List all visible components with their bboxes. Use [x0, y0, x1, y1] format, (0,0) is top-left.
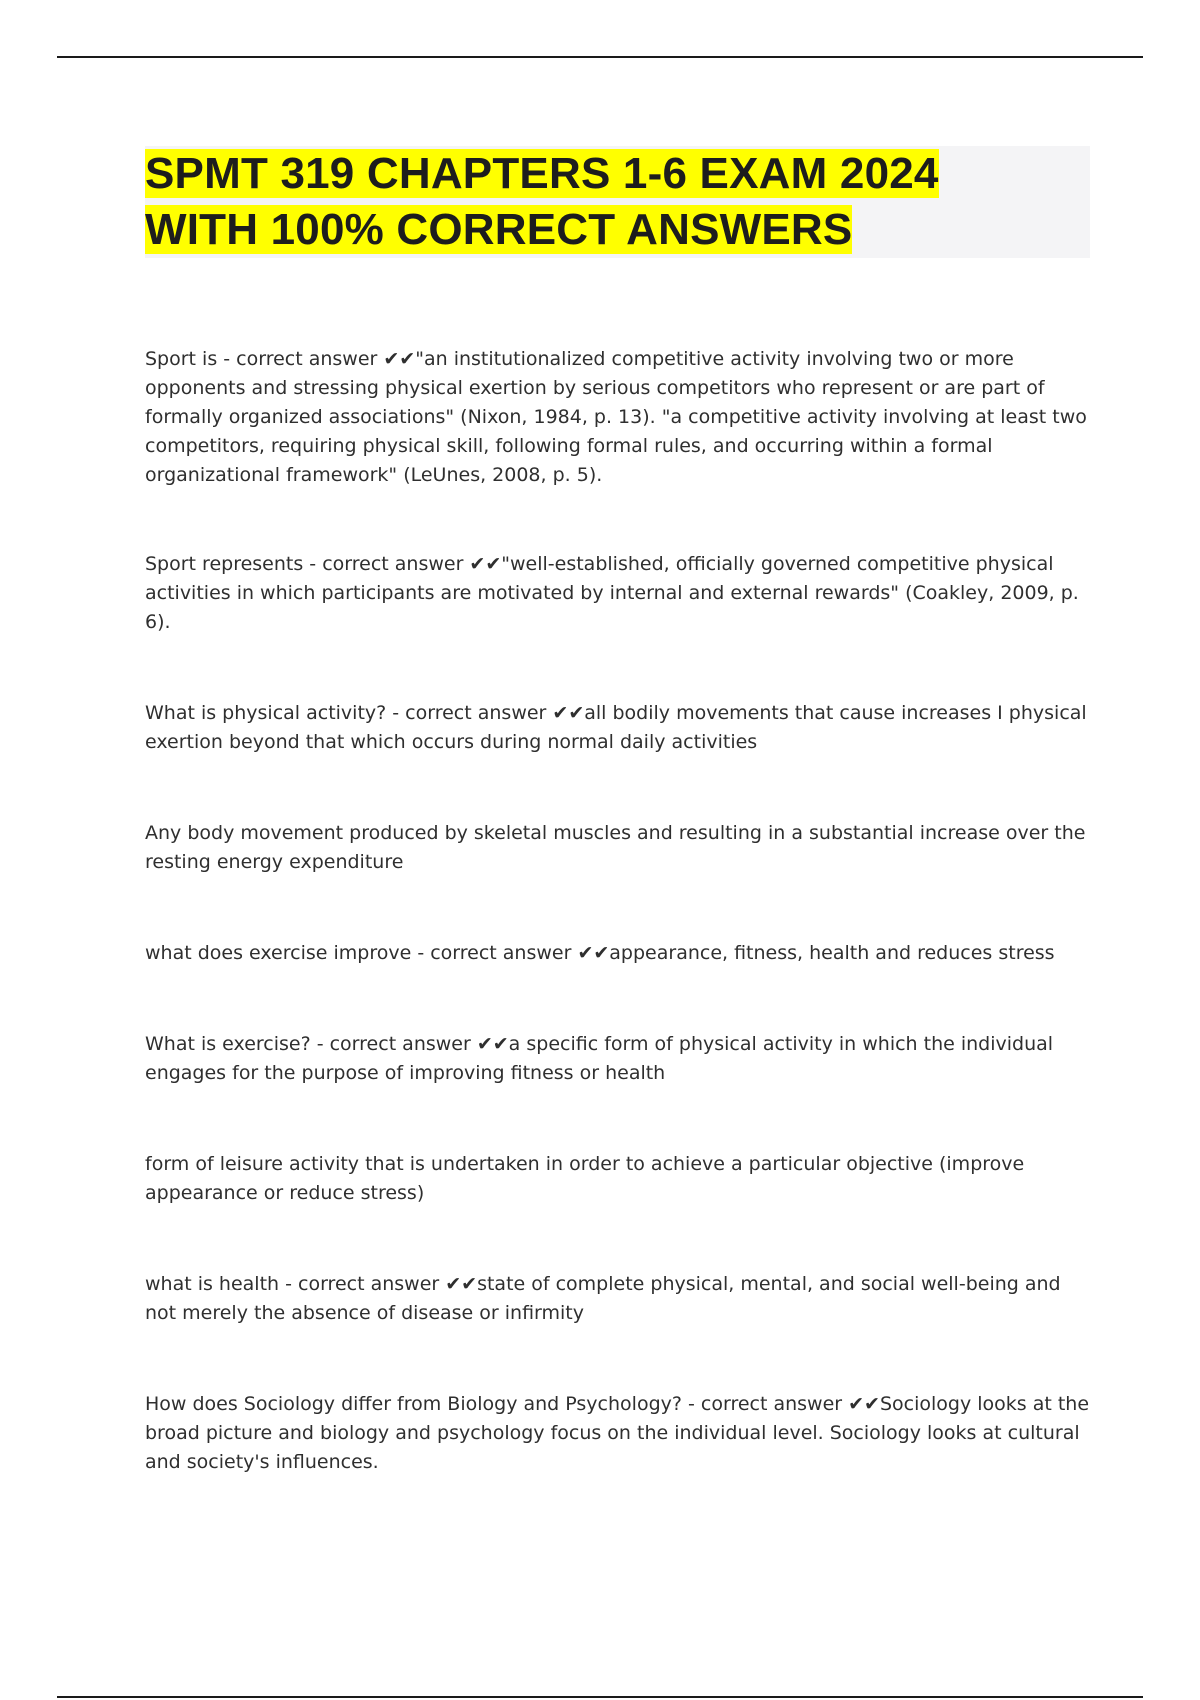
qa-item-body-movement: Any body movement produced by skeletal muscles and resulting in a substantial increase over the resting energy expenditure	[145, 822, 1086, 873]
qa-item-physical-activity: What is physical activity? - correct answer ✔✔all bodily movements that cause increases I physical exertion beyond that which occurs during normal daily activities	[145, 702, 1087, 753]
qa-item-leisure-activity: form of leisure activity that is undertaken in order to achieve a particular objective (improve appearance or reduce stress)	[145, 1153, 1025, 1204]
title-line-1: SPMT 319 CHAPTERS 1-6 EXAM 2024	[145, 149, 939, 198]
title-block	[145, 146, 1090, 258]
qa-item-what-is-exercise: What is exercise? - correct answer ✔✔a specific form of physical activity in which the individual engages for the purpose of improving fitness or health	[145, 1033, 1054, 1084]
qa-item-what-is-health: what is health - correct answer ✔✔state of complete physical, mental, and social well-being and not merely the absence of disease or infirmity	[145, 1273, 1061, 1324]
qa-list	[145, 345, 1090, 1477]
qa-item-exercise-improve: what does exercise improve - correct answer ✔✔appearance, fitness, health and reduces stress	[145, 942, 1055, 964]
title-line-2: WITH 100% CORRECT ANSWERS	[145, 205, 853, 254]
qa-item-sociology: How does Sociology differ from Biology and Psychology? - correct answer ✔✔Sociology looks at the broad picture and biology and psychology focus on the individual level. Sociology looks at cultural and society's influences.	[145, 1393, 1090, 1473]
qa-item-sport-represents: Sport represents - correct answer ✔✔"well-established, officially governed competitive physical activities in which participants are motivated by internal and external rewards" (Coakley, 2009, p. 6).	[145, 553, 1079, 633]
qa-item-sport-is: Sport is - correct answer ✔✔"an institutionalized competitive activity involving two or more opponents and stressing physical exertion by serious competitors who represent or are part of formally organized associations" (Nixon, 1984, p. 13). "a competitive activity involving at least two competitors, requiring physical skill, following formal rules, and occurring within a formal organizational framework" (LeUnes, 2008, p. 5).	[145, 348, 1087, 486]
page-title	[145, 146, 1090, 258]
page-top-rule	[57, 56, 1143, 58]
page-bottom-rule	[57, 1696, 1143, 1698]
